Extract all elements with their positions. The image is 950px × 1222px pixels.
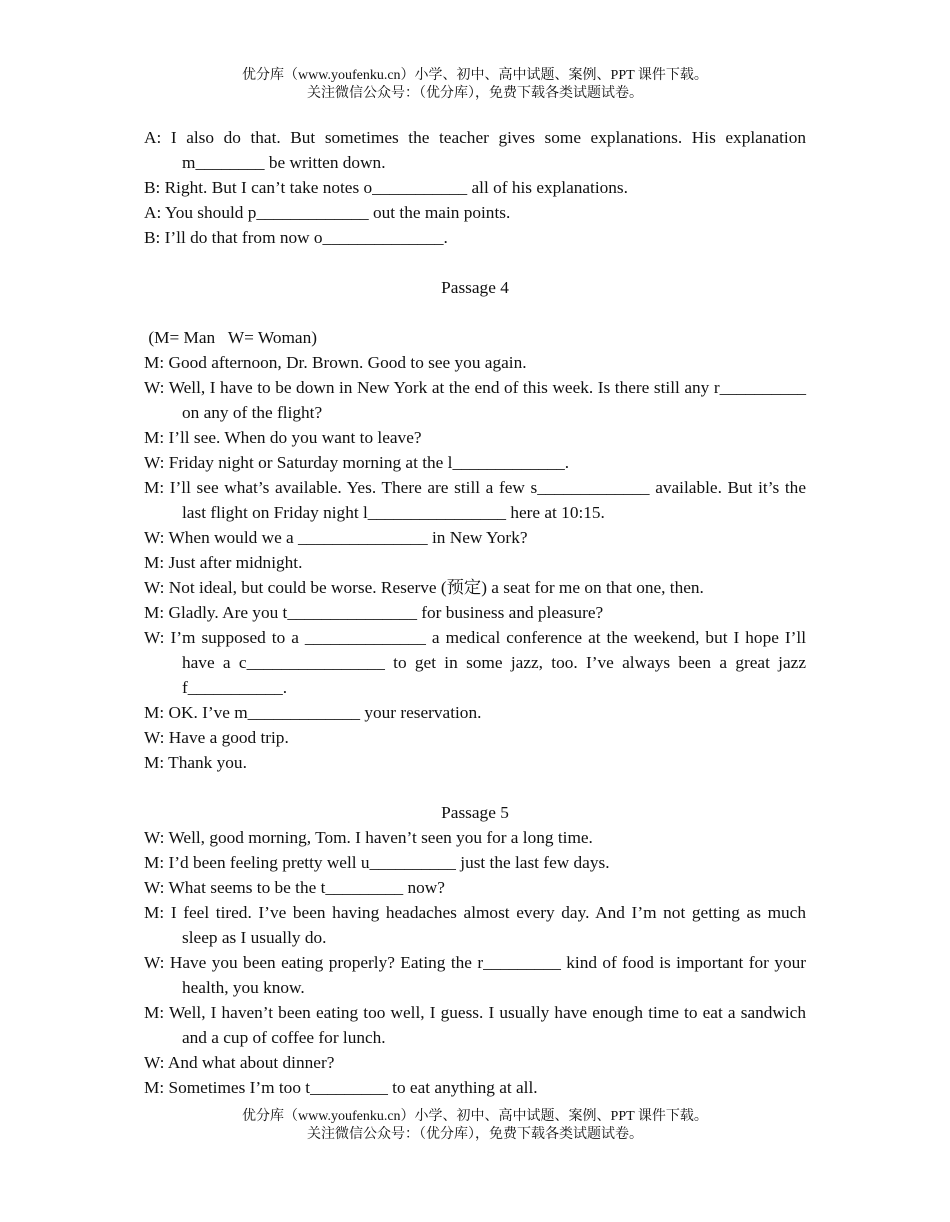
passage-4-title: Passage 4 — [441, 278, 509, 297]
dialogue-line: A: You should p_____________ out the main points. — [144, 203, 511, 222]
dialogue-line: W: Well, I have to be down in New York at the end of this week. Is there still any r__________ on any of the flight? — [144, 378, 806, 422]
document-body — [144, 125, 806, 1100]
dialogue-line: M: Gladly. Are you t_______________ for business and pleasure? — [144, 603, 604, 622]
speaker-legend: (M= Man W= Woman) — [144, 328, 317, 347]
footer-line-1: 优分库（www.youfenku.cn）小学、初中、高中试题、案例、PPT 课件下载。 — [242, 1109, 708, 1124]
dialogue-line: M: Just after midnight. — [144, 553, 303, 572]
dialogue-line: W: I’m supposed to a ______________ a medical conference at the weekend, but I hope I’ll have a c________________ to get in some jazz, too. I’ve always been a great jazz f___________. — [144, 628, 806, 697]
dialogue-line: M: I feel tired. I’ve been having headaches almost every day. And I’m not getting as much sleep as I usually do. — [144, 903, 806, 947]
dialogue-line: W: Friday night or Saturday morning at the l_____________. — [144, 453, 570, 472]
dialogue-line: M: Good afternoon, Dr. Brown. Good to see you again. — [144, 353, 527, 372]
dialogue-line: M: OK. I’ve m_____________ your reservation. — [144, 703, 482, 722]
dialogue-line: W: Not ideal, but could be worse. Reserve (预定) a seat for me on that one, then. — [144, 578, 704, 597]
dialogue-line: M: Well, I haven’t been eating too well, I guess. I usually have enough time to eat a sandwich and a cup of coffee for lunch. — [144, 1003, 806, 1047]
dialogue-line: W: Have a good trip. — [144, 728, 289, 747]
dialogue-line: M: Sometimes I’m too t_________ to eat anything at all. — [144, 1078, 538, 1097]
footer-line-2: 关注微信公众号：（优分库），免费下载各类试题试卷。 — [307, 1127, 643, 1142]
dialogue-line: A: I also do that. But sometimes the teacher gives some explanations. His explanation m________ be written down. — [144, 128, 806, 172]
passage-5 — [144, 800, 806, 1100]
passage-4 — [144, 275, 806, 775]
dialogue-line: W: What seems to be the t_________ now? — [144, 878, 445, 897]
header-line-1: 优分库（www.youfenku.cn）小学、初中、高中试题、案例、PPT 课件下载。 — [242, 68, 708, 83]
dialogue-line: B: Right. But I can’t take notes o___________ all of his explanations. — [144, 178, 628, 197]
page-header — [0, 67, 950, 103]
dialogue-line: M: I’ll see. When do you want to leave? — [144, 428, 422, 447]
dialogue-line: W: Have you been eating properly? Eating the r_________ kind of food is important for your health, you know. — [144, 953, 806, 997]
dialogue-line: B: I’ll do that from now o______________. — [144, 228, 448, 247]
dialogue-line: W: When would we a _______________ in New York? — [144, 528, 528, 547]
dialogue-line: M: Thank you. — [144, 753, 247, 772]
dialogue-line: M: I’d been feeling pretty well u__________ just the last few days. — [144, 853, 610, 872]
header-line-2: 关注微信公众号：（优分库），免费下载各类试题试卷。 — [307, 86, 643, 101]
page-footer — [0, 1108, 950, 1144]
dialogue-line: M: I’ll see what’s available. Yes. There are still a few s_____________ available. But it’s the last flight on Friday night l________________ here at 10:15. — [144, 478, 806, 522]
dialogue-line: W: Well, good morning, Tom. I haven’t seen you for a long time. — [144, 828, 593, 847]
passage-5-title: Passage 5 — [441, 803, 509, 822]
passage-3-tail — [144, 125, 806, 250]
dialogue-line: W: And what about dinner? — [144, 1053, 335, 1072]
